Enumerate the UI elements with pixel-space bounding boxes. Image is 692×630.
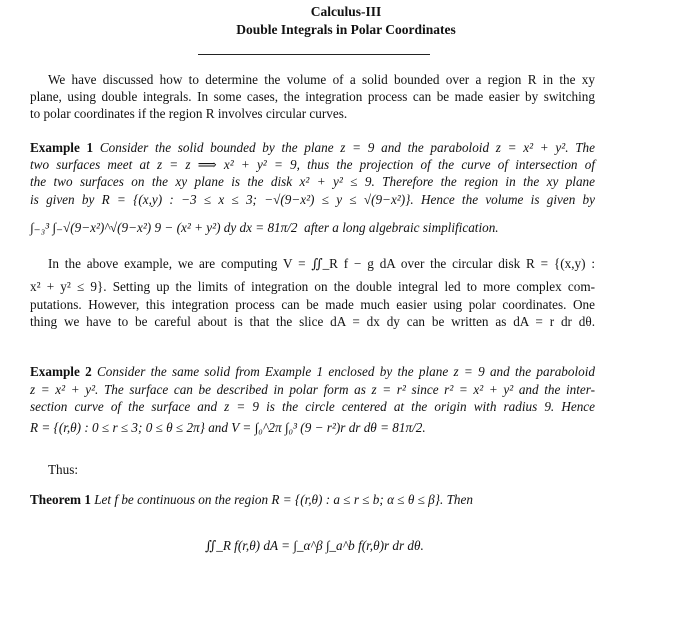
theorem-formula: ∬_R f(r,θ) dA = ∫_α^β ∫_a^b f(r,θ)r dr dθ. [205, 538, 424, 553]
theorem-label: Theorem 1 [30, 492, 91, 507]
title-rule [198, 54, 430, 55]
thus-label: Thus: [48, 462, 79, 477]
example2-line: z = x² + y². The surface can be described in polar form as z = r² since r² = x² + y² and the inter- [30, 382, 595, 397]
example1-line: Example 1 Consider the solid bounded by the plane z = 9 and the paraboloid z = x² + y². The [30, 140, 595, 155]
course-title: Calculus-III [310, 4, 382, 19]
example2-label: Example 2 [30, 364, 92, 379]
example2-line: Example 2 Consider the same solid from Example 1 enclosed by the plane z = 9 and the paraboloid [30, 364, 596, 379]
example1-line: two surfaces meet at z = z ⟹ x² + y² = 9, thus the projection of the curve of intersection of [30, 157, 595, 172]
example2-line: section curve of the surface and z = 9 is the circle centered at the origin with radius 9. Hence [30, 399, 595, 414]
example1-line: the two surfaces on the xy plane is the disk x² + y² ≤ 9. Therefore the region in the xy plane [30, 174, 595, 189]
document-title: Double Integrals in Polar Coordinates [236, 22, 456, 37]
intro-line: We have discussed how to determine the volume of a solid bounded over a region R in the xy [48, 72, 595, 87]
theorem-line: Theorem 1 Let f be continuous on the region R = {(r,θ) : a ≤ r ≤ b; α ≤ θ ≤ β}. Then [30, 492, 473, 507]
para2-line: putations. However, this integration process can be made much easier using polar coordinates. One [30, 297, 595, 312]
example1-line: is given by R = {(x,y) : −3 ≤ x ≤ 3; −√(9−x²) ≤ y ≤ √(9−x²)}. Hence the volume is given by [30, 192, 595, 207]
para2-line: x² + y² ≤ 9}. Setting up the limits of integration on the double integral led to more complex com- [30, 279, 595, 294]
example1-label: Example 1 [30, 140, 94, 155]
para2-line: thing we have to be careful about is that the slice dA = dx dy can be written as dA = r dr dθ. [30, 314, 595, 329]
para2-line: In the above example, we are computing V = ∬_R f − g dA over the circular disk R = {(x,y) : [48, 256, 595, 271]
intro-line: plane, using double integrals. In some cases, the integration process can be made easier by switching [30, 89, 595, 104]
example2-line: R = {(r,θ) : 0 ≤ r ≤ 3; 0 ≤ θ ≤ 2π} and V = ∫₀^2π ∫₀³ (9 − r²)r dr dθ = 81π/2. [30, 420, 426, 435]
example1-integral: ∫₋₃³ ∫₋√(9−x²)^√(9−x²) 9 − (x² + y²) dy dx = 81π/2 after a long algebraic simplification. [30, 220, 499, 235]
intro-line: to polar coordinates if the region R involves circular curves. [30, 106, 348, 121]
